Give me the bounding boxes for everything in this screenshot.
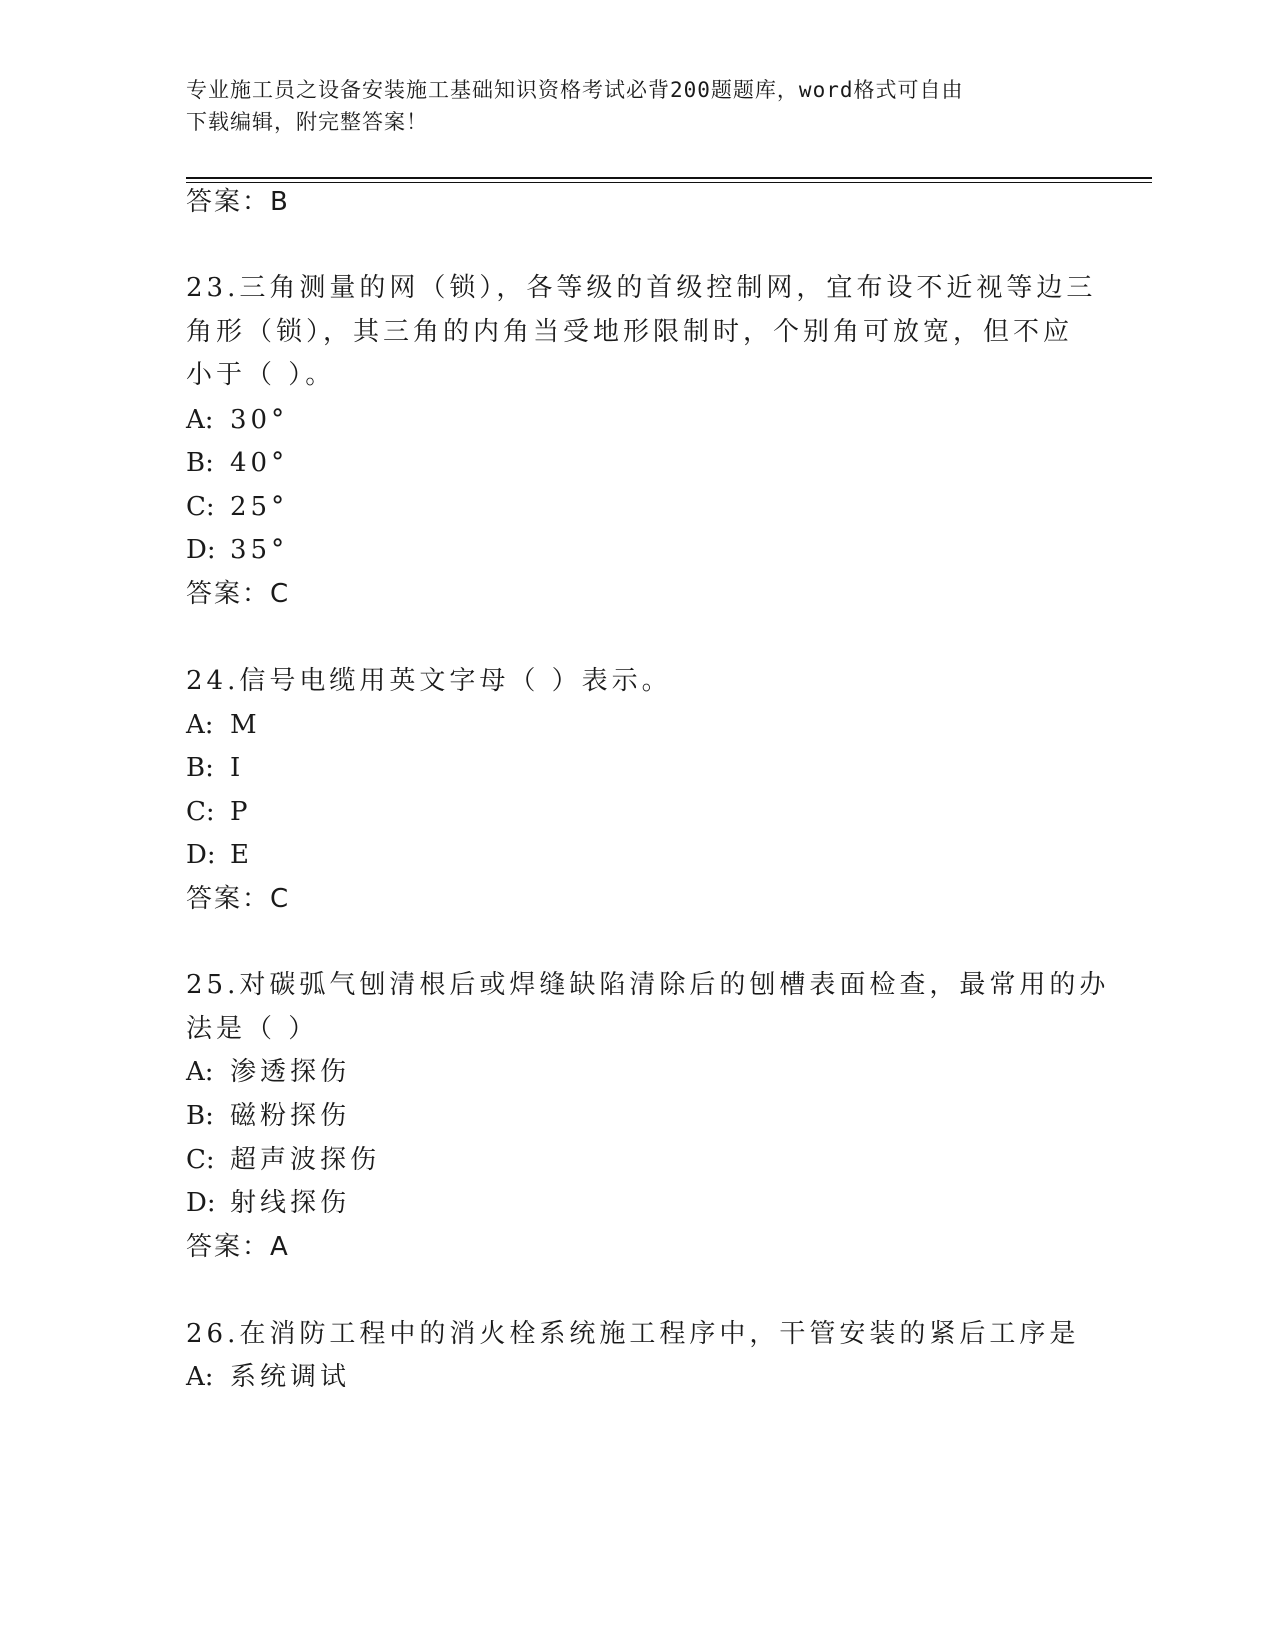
- option-text: 射线探伤: [230, 1188, 351, 1218]
- question-23-option-d: [186, 533, 288, 567]
- option-label: A:: [186, 1362, 214, 1392]
- option-label: B:: [186, 448, 214, 478]
- question-24-option-d: [186, 838, 253, 872]
- option-label: C:: [186, 797, 215, 827]
- option-label: C:: [186, 1145, 215, 1175]
- question-26-line-1: 26.在消防工程中的消火栓系统施工程序中，干管安装的紧后工序是: [186, 1319, 1080, 1349]
- option-text: P: [230, 797, 252, 827]
- option-text: 渗透探伤: [230, 1057, 351, 1087]
- option-text: 30°: [230, 405, 289, 435]
- option-label: D:: [186, 1188, 216, 1218]
- question-24-option-c: [186, 795, 252, 829]
- option-label: A:: [186, 405, 214, 435]
- header-divider-thin: [186, 182, 1152, 183]
- question-26-option-a: [186, 1360, 350, 1394]
- document-header: [186, 74, 1066, 138]
- option-text: I: [230, 753, 245, 783]
- question-25-option-d: [186, 1186, 350, 1220]
- question-23-line-3: 小于（ ）。: [186, 360, 336, 390]
- question-25-option-a: [186, 1055, 350, 1089]
- question-25-option-b: [186, 1099, 350, 1133]
- option-text: E: [230, 840, 253, 870]
- question-23-option-a: [186, 403, 288, 437]
- option-label: A:: [186, 1057, 214, 1087]
- option-label: A:: [186, 710, 214, 740]
- option-text: 磁粉探伤: [230, 1101, 351, 1131]
- option-text: 25°: [230, 492, 289, 522]
- answer-25: 答案：A: [186, 1232, 290, 1262]
- header-line-2: 下载编辑，附完整答案！: [186, 110, 428, 134]
- question-24-line-1: 24.信号电缆用英文字母（ ）表示。: [186, 666, 672, 696]
- answer-23: 答案：C: [186, 579, 291, 609]
- question-23-line-2: 角形（锁），其三角的内角当受地形限制时，个别角可放宽，但不应: [186, 317, 1074, 347]
- option-text: M: [230, 710, 261, 740]
- question-23-option-c: [186, 490, 288, 524]
- question-25-option-c: [186, 1143, 380, 1177]
- option-label: C:: [186, 492, 215, 522]
- question-25-line-1: 25.对碳弧气刨清根后或焊缝缺陷清除后的刨槽表面检查，最常用的办: [186, 970, 1110, 1000]
- question-25-line-2: 法是（ ）: [186, 1014, 319, 1044]
- question-23-option-b: [186, 446, 288, 480]
- option-text: 35°: [230, 535, 289, 565]
- option-label: B:: [186, 1101, 214, 1131]
- question-24-option-b: [186, 751, 244, 785]
- option-text: 系统调试: [230, 1362, 351, 1392]
- header-line-1: 专业施工员之设备安装施工基础知识资格考试必背200题题库，word格式可自由: [186, 78, 964, 102]
- answer-24: 答案：C: [186, 884, 291, 914]
- option-label: D:: [186, 535, 216, 565]
- option-text: 超声波探伤: [230, 1145, 381, 1175]
- option-label: D:: [186, 840, 216, 870]
- answer-22: 答案：B: [186, 187, 290, 217]
- header-divider-thick: [186, 177, 1152, 179]
- option-label: B:: [186, 753, 214, 783]
- option-text: 40°: [230, 448, 289, 478]
- question-24-option-a: [186, 708, 261, 742]
- question-23-line-1: 23.三角测量的网（锁），各等级的首级控制网，宜布设不近视等边三: [186, 273, 1097, 303]
